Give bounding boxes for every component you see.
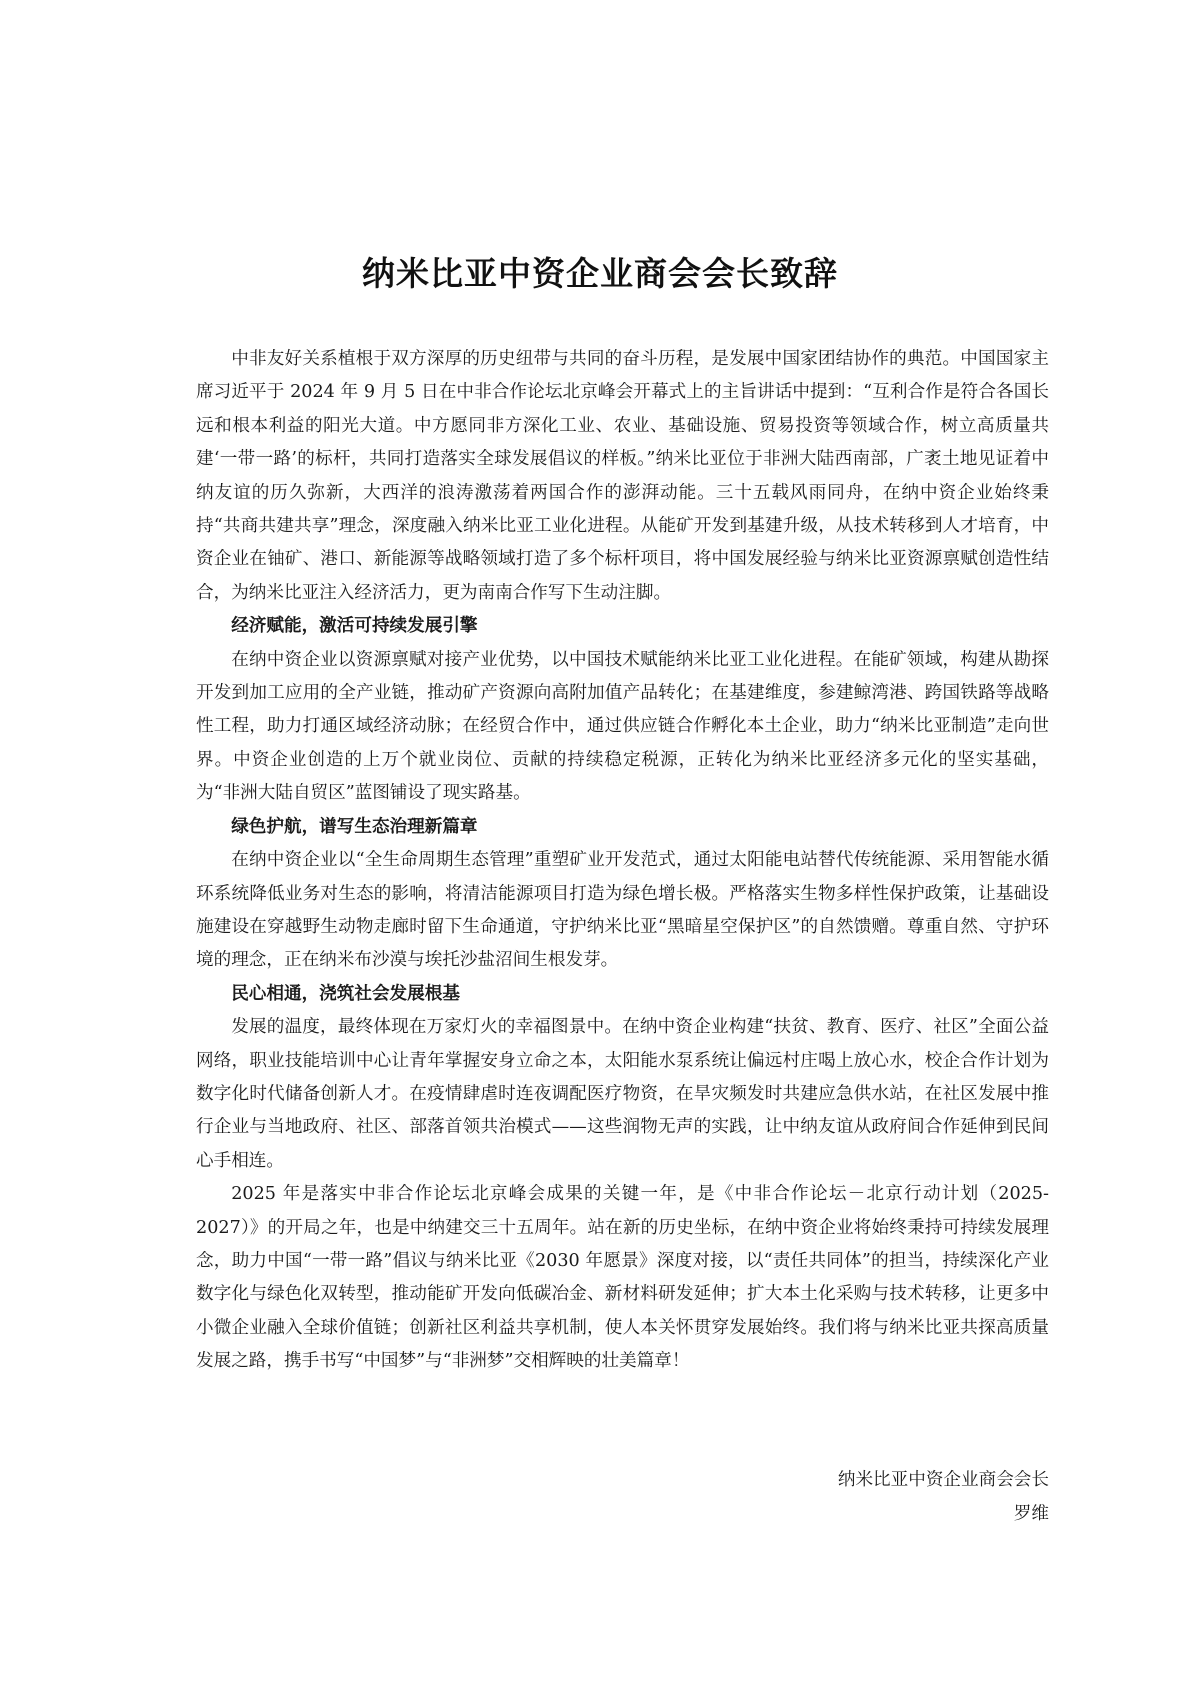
signature-position: 纳米比亚中资企业商会会长 [837, 1470, 1049, 1490]
paragraph-intro: 中非友好关系植根于双方深厚的历史纽带与共同的奋斗历程，是发展中国家团结协作的典范。中国国家主席习近平于 2024 年 9 月 5 日在中非合作论坛北京峰会开幕式上的主旨讲话中提到：“互利合作是符合各国长远和根本利益的阳光大道。中方愿同非方深化工业、农业、基础设施、贸易投资等领域合作，树立高质量共建‘一带一路’的标杆，共同打造落实全球发展倡议的样板。”纳米比亚位于非洲大陆西南部，广袤土地见证着中纳友谊的历久弥新，大西洋的浪涛激荡着两国合作的澎湃动能。三十五载风雨同舟，在纳中资企业始终秉持“共商共建共享”理念，深度融入纳米比亚工业化进程。从能矿开发到基建升级，从技术转移到人才培育，中资企业在铀矿、港口、新能源等战略领域打造了多个标杆项目，将中国发展经验与纳米比亚资源禀赋创造性结合，为纳米比亚注入经济活力，更为南南合作写下生动注脚。 [196, 349, 1049, 603]
document-body [196, 343, 1049, 1379]
section-heading-economy: 经济赋能，激活可持续发展引擎 [231, 616, 478, 637]
page-title: 纳米比亚中资企业商会会长致辞 [362, 254, 838, 293]
paragraph-economy: 在纳中资企业以资源禀赋对接产业优势，以中国技术赋能纳米比亚工业化进程。在能矿领域，构建从勘探开发到加工应用的全产业链，推动矿产资源向高附加值产品转化；在基建维度，参建鲸湾港、跨国铁路等战略性工程，助力打通区域经济动脉；在经贸合作中，通过供应链合作孵化本土企业，助力“纳米比亚制造”走向世界。中资企业创造的上万个就业岗位、贡献的持续稳定税源，正转化为纳米比亚经济多元化的坚实基础，为“非洲大陆自贸区”蓝图铺设了现实路基。 [196, 649, 1049, 804]
signature-name: 罗维 [1013, 1504, 1049, 1524]
signature-block [700, 1463, 1049, 1531]
section-heading-people: 民心相通，浇筑社会发展根基 [231, 983, 460, 1004]
paragraph-closing: 2025 年是落实中非合作论坛北京峰会成果的关键一年，是《中非合作论坛－北京行动计划（2025-2027）》的开局之年，也是中纳建交三十五周年。站在新的历史坐标，在纳中资企业将始终秉持可持续发展理念，助力中国“一带一路”倡议与纳米比亚《2030 年愿景》深度对接，以“责任共同体”的担当，持续深化产业数字化与绿色化双转型，推动能矿开发向低碳冶金、新材料研发延伸；扩大本土化采购与技术转移，让更多中小微企业融入全球价值链；创新社区利益共享机制，使人本关怀贯穿发展始终。我们将与纳米比亚共探高质量发展之路，携手书写“中国梦”与“非洲梦”交相辉映的壮美篇章！ [196, 1184, 1049, 1372]
section-heading-green: 绿色护航，谱写生态治理新篇章 [231, 816, 478, 837]
paragraph-green: 在纳中资企业以“全生命周期生态管理”重塑矿业开发范式，通过太阳能电站替代传统能源、采用智能水循环系统降低业务对生态的影响，将清洁能源项目打造为绿色增长极。严格落实生物多样性保护政策，让基础设施建设在穿越野生动物走廊时留下生命通道，守护纳米比亚“黑暗星空保护区”的自然馈赠。尊重自然、守护环境的理念，正在纳米布沙漠与埃托沙盐沼间生根发芽。 [196, 850, 1049, 971]
paragraph-people: 发展的温度，最终体现在万家灯火的幸福图景中。在纳中资企业构建“扶贫、教育、医疗、社区”全面公益网络，职业技能培训中心让青年掌握安身立命之本，太阳能水泵系统让偏远村庄喝上放心水，校企合作计划为数字化时代储备创新人才。在疫情肆虐时连夜调配医疗物资，在旱灾频发时共建应急供水站，在社区发展中推行企业与当地政府、社区、部落首领共治模式——这些润物无声的实践，让中纳友谊从政府间合作延伸到民间心手相连。 [196, 1017, 1049, 1171]
